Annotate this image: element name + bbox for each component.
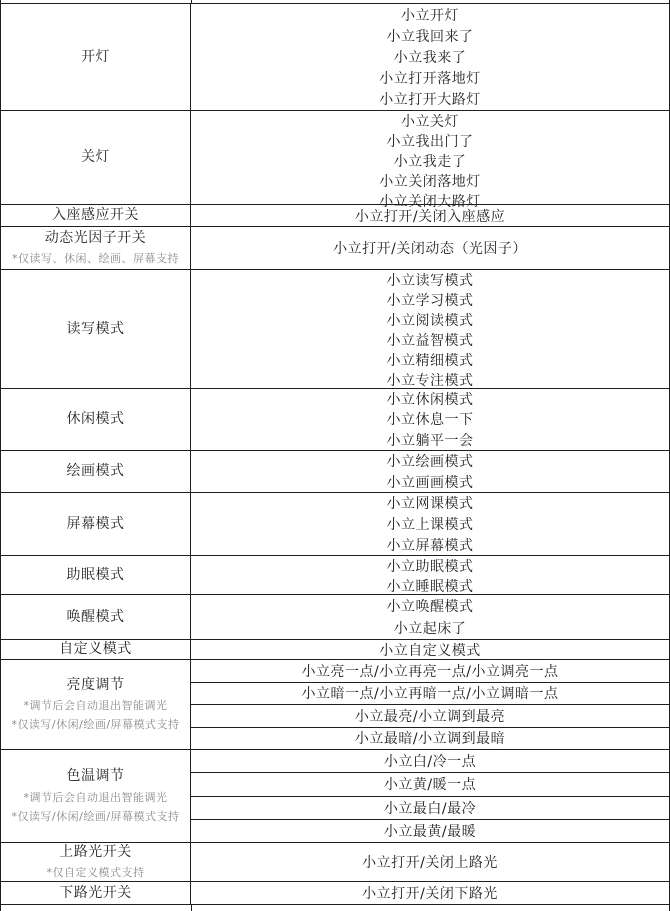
function-label: 亮度调节 xyxy=(66,676,125,693)
table-row xyxy=(1,227,669,270)
voice-command: 小立关闭落地灯 xyxy=(379,174,481,190)
commands-cell xyxy=(191,750,669,842)
function-label: 助眠模式 xyxy=(66,566,125,583)
voice-command: 小立读写模式 xyxy=(386,273,474,289)
function-note: *仅读写、休闲、绘画、屏幕支持 xyxy=(12,252,179,266)
commands-cell xyxy=(191,843,669,881)
voice-command-table xyxy=(0,3,670,905)
voice-command: 小立开灯 xyxy=(401,7,459,24)
voice-command: 小立打开大路灯 xyxy=(379,92,481,109)
function-cell xyxy=(1,595,191,639)
function-cell xyxy=(1,882,191,904)
voice-command: 小立益智模式 xyxy=(386,333,474,349)
function-label: 上路光开关 xyxy=(59,843,132,860)
commands-cell xyxy=(191,595,669,639)
table-row xyxy=(1,270,669,389)
function-note: *仅读写/休闲/绘画/屏幕模式支持 xyxy=(11,809,180,823)
function-note: *仅自定义模式支持 xyxy=(46,866,145,880)
function-label: 关灯 xyxy=(81,149,110,166)
commands-cell xyxy=(191,882,669,904)
function-cell xyxy=(1,493,191,555)
voice-command: 小立精细模式 xyxy=(386,353,474,369)
commands-cell xyxy=(191,556,669,594)
voice-command: 小立打开/关闭动态（光因子） xyxy=(333,241,527,257)
function-cell xyxy=(1,389,191,450)
voice-command: 小立我出门了 xyxy=(386,134,474,150)
commands-cell xyxy=(191,389,669,450)
table-row xyxy=(1,493,669,556)
voice-command: 小立暗一点/小立再暗一点/小立调暗一点 xyxy=(191,683,669,706)
function-cell xyxy=(1,111,191,204)
voice-command: 小立绘画模式 xyxy=(386,454,474,471)
table-row xyxy=(1,660,669,750)
voice-command: 小立关灯 xyxy=(401,114,459,130)
voice-command: 小立助眠模式 xyxy=(386,559,474,575)
voice-command: 小立白/冷一点 xyxy=(191,750,669,773)
commands-cell xyxy=(191,451,669,492)
clipped-row-top xyxy=(0,0,670,3)
voice-command: 小立我来了 xyxy=(393,50,467,66)
function-cell xyxy=(1,750,191,842)
voice-command: 小立唤醒模式 xyxy=(386,599,474,615)
voice-command: 小立休闲模式 xyxy=(386,392,474,409)
function-cell xyxy=(1,640,191,659)
voice-command: 小立打开/关闭入座感应 xyxy=(354,208,506,225)
table-row xyxy=(1,750,669,843)
voice-command: 小立最暗/小立调到最暗 xyxy=(354,731,506,748)
voice-command: 小立打开落地灯 xyxy=(379,71,481,88)
commands-cell xyxy=(191,640,669,659)
function-note: *仅读写/休闲/绘画/屏幕模式支持 xyxy=(11,718,180,732)
voice-command: 小立学习模式 xyxy=(386,293,474,309)
voice-command: 小立打开/关闭下路光 xyxy=(362,886,498,902)
voice-command: 小立网课模式 xyxy=(386,496,474,513)
function-label: 自定义模式 xyxy=(59,641,132,658)
voice-command: 小立上课模式 xyxy=(386,517,474,533)
table-row xyxy=(1,882,669,905)
function-label: 下路光开关 xyxy=(59,884,132,901)
table-row xyxy=(1,843,669,882)
function-cell xyxy=(1,270,191,388)
function-label: 色温调节 xyxy=(66,768,125,785)
voice-command: 小立自定义模式 xyxy=(379,643,481,659)
function-cell xyxy=(1,227,191,269)
commands-cell xyxy=(191,4,669,110)
function-label: 唤醒模式 xyxy=(66,608,125,625)
voice-command: 小立睡眠模式 xyxy=(386,579,474,595)
commands-cell xyxy=(191,270,669,388)
voice-command: 小立我走了 xyxy=(393,154,467,170)
voice-command: 小立休息一下 xyxy=(386,412,474,429)
commands-cell xyxy=(191,111,669,210)
function-label: 开灯 xyxy=(81,48,110,65)
function-note: *调节后会自动退出智能调光 xyxy=(23,699,168,713)
voice-command: 小立画画模式 xyxy=(386,474,474,491)
table-row xyxy=(1,595,669,640)
table-row xyxy=(1,640,669,660)
function-label: 屏幕模式 xyxy=(66,515,125,532)
voice-command: 小立黄/暖一点 xyxy=(191,773,669,796)
function-label: 动态光因子开关 xyxy=(44,229,147,246)
voice-command: 小立最亮/小立调到最亮 xyxy=(191,705,669,728)
voice-command: 小立亮一点/小立再亮一点/小立调亮一点 xyxy=(191,660,669,683)
table-row xyxy=(1,389,669,451)
function-cell xyxy=(1,843,191,881)
voice-command: 小立起床了 xyxy=(393,621,467,637)
voice-command: 小立屏幕模式 xyxy=(386,537,474,554)
commands-cell xyxy=(191,660,669,749)
voice-command: 小立最黄/最暖 xyxy=(383,823,477,840)
table-row xyxy=(1,451,669,493)
function-label: 休闲模式 xyxy=(66,411,125,428)
function-cell xyxy=(1,4,191,110)
commands-cell xyxy=(191,227,669,269)
clipped-row-bottom xyxy=(0,905,670,911)
function-cell xyxy=(1,556,191,594)
voice-command: 小立阅读模式 xyxy=(386,313,474,329)
function-note: *调节后会自动退出智能调光 xyxy=(23,790,168,804)
voice-command: 小立最白/最冷 xyxy=(191,797,669,820)
function-cell xyxy=(1,660,191,749)
voice-command: 小立躺平一会 xyxy=(386,432,474,449)
table-row xyxy=(1,111,669,210)
commands-cell xyxy=(191,493,669,555)
function-label: 绘画模式 xyxy=(66,463,125,480)
function-cell xyxy=(1,205,191,226)
table-row xyxy=(1,4,669,111)
function-cell xyxy=(1,451,191,492)
table-row xyxy=(1,556,669,595)
voice-command: 小立我回来了 xyxy=(386,28,474,45)
voice-command: 小立关闭大路灯 xyxy=(379,194,481,210)
commands-cell xyxy=(191,205,669,226)
function-label: 入座感应开关 xyxy=(52,207,139,224)
voice-command: 小立专注模式 xyxy=(386,373,474,389)
function-label: 读写模式 xyxy=(66,320,125,337)
voice-command: 小立打开/关闭上路光 xyxy=(362,855,498,871)
table-row xyxy=(1,205,669,227)
